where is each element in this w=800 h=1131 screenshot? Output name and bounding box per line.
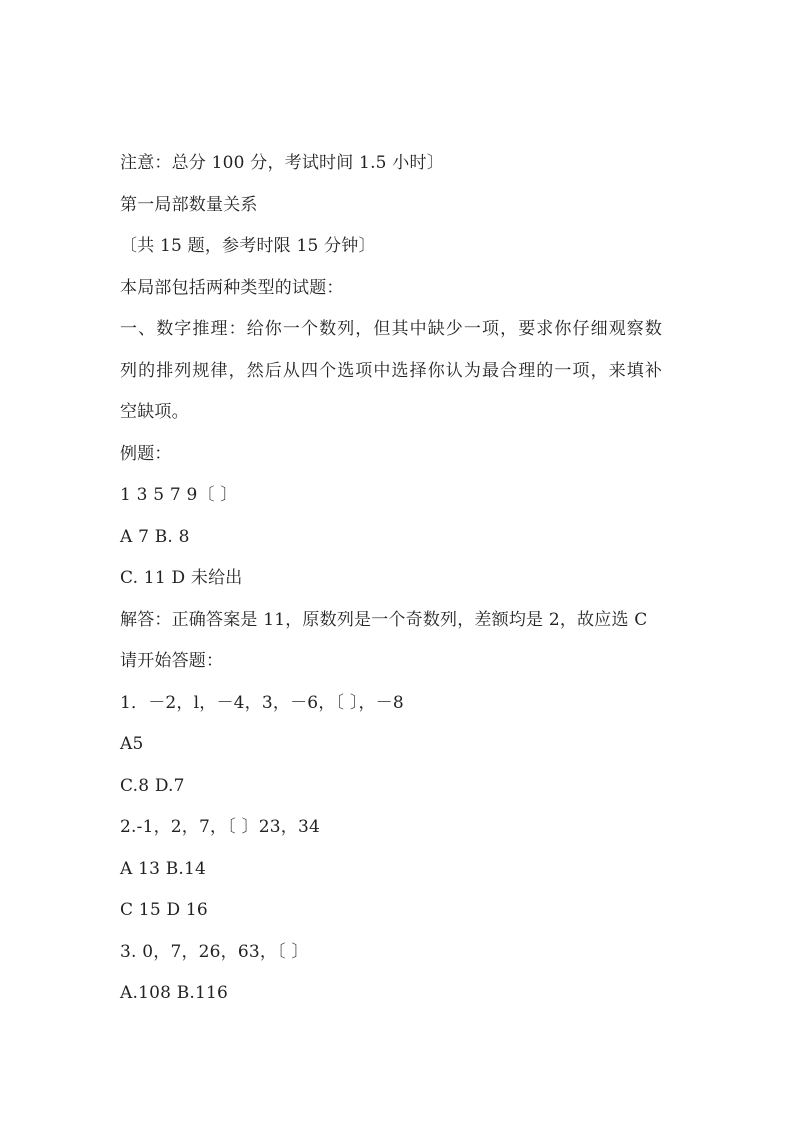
section-title: 第一局部数量关系 bbox=[120, 194, 258, 215]
example-options: C. 11 D 未给出 bbox=[120, 568, 243, 588]
question-1: 1．－2，l，－4，3，－6，〔 〕，－8 bbox=[120, 692, 404, 713]
instruction-line: 空缺项。 bbox=[120, 402, 189, 422]
section-intro: 本局部包括两种类型的试题： bbox=[120, 277, 344, 298]
instruction-line: 一、数字推理：给你一个数列，但其中缺少一项，要求你仔细观察数 bbox=[120, 319, 663, 339]
document-body bbox=[120, 143, 690, 1015]
example-options: A 7 B. 8 bbox=[120, 526, 190, 547]
question-2-options: A 13 B.14 bbox=[120, 858, 207, 879]
question-3-options: A.108 B.116 bbox=[120, 983, 229, 1003]
example-sequence: 1 3 5 7 9〔 〕 bbox=[120, 485, 238, 505]
exam-note: 注意：总分 100 分，考试时间 1.5 小时〕 bbox=[120, 153, 444, 173]
example-answer: 解答：正确答案是 11，原数列是一个奇数列，差额均是 2，故应选 C bbox=[120, 609, 648, 630]
instruction-line: 列的排列规律，然后从四个选项中选择你认为最合理的一项，来填补 bbox=[120, 360, 663, 381]
question-1-options: C.8 D.7 bbox=[120, 775, 185, 796]
question-3: 3. 0，7，26，63，〔 〕 bbox=[120, 941, 309, 962]
question-2: 2.-1，2，7，〔 〕23，34 bbox=[120, 817, 320, 837]
question-1-options: A5 bbox=[120, 734, 144, 754]
question-2-options: C 15 D 16 bbox=[120, 900, 208, 920]
section-subtitle: 〔共 15 题，参考时限 15 分钟〕 bbox=[120, 236, 376, 256]
start-prompt: 请开始答题： bbox=[120, 651, 224, 671]
example-label: 例题： bbox=[120, 443, 172, 464]
